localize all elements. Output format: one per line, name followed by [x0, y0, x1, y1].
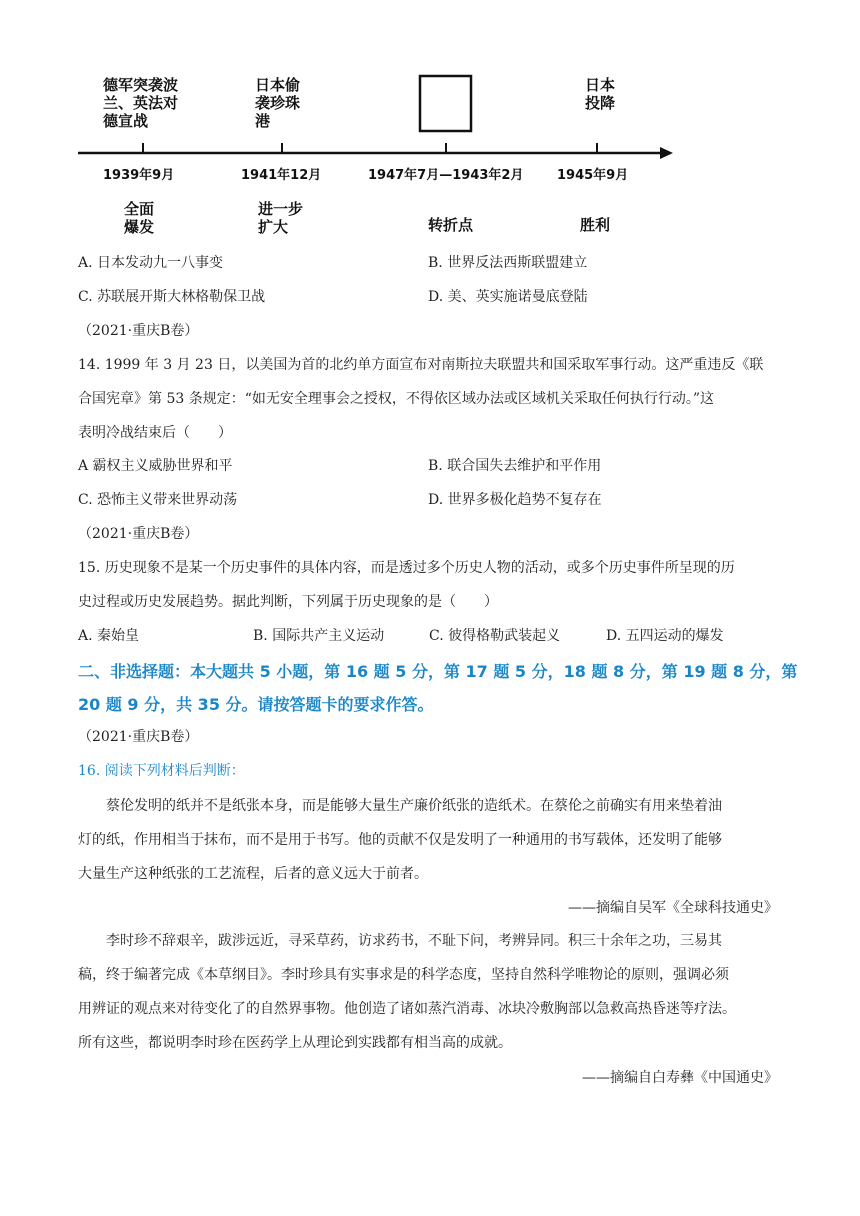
- date-1945: 1945年9月: [557, 168, 629, 183]
- section-heading-line-2: 20 题 9 分，共 35 分。请按答题卡的要求作答。: [78, 695, 434, 714]
- stage-victory: 胜利: [580, 216, 611, 234]
- q14-line-2: 合国宪章》第 53 条规定：“如无安全理事会之授权，不得依区域办法或区域机关采取任何执行行动。”这: [78, 391, 715, 407]
- material-1-line-1: 蔡伦发明的纸并不是纸张本身，而是能够大量生产廉价纸张的造纸术。在蔡伦之前确实有用来垫着油: [106, 798, 722, 814]
- blank-box: [420, 76, 471, 131]
- date-turning: 1947年7月—1943年2月: [368, 168, 524, 183]
- q14-option-c: C. 恐怖主义带来世界动荡: [78, 492, 238, 508]
- stage-turning: 转折点: [428, 216, 474, 234]
- q14-option-d: D. 世界多极化趋势不复存在: [428, 492, 602, 508]
- stage-expand: 进一步 扩大: [258, 200, 304, 236]
- q14-line-3: 表明冷战结束后（ ）: [78, 425, 232, 441]
- event-1945: 日本 投降: [585, 76, 616, 112]
- q13-option-c: C. 苏联展开斯大林格勒保卫战: [78, 289, 266, 305]
- timeline-figure: [0, 0, 860, 250]
- material-2-line-4: 所有这些，都说明李时珍在医药学上从理论到实践都有相当高的成就。: [78, 1035, 512, 1051]
- q14-option-a: A 霸权主义威胁世界和平: [78, 458, 233, 474]
- source-label-2: （2021·重庆B卷）: [78, 526, 199, 542]
- material-2-line-2: 稿，终于编著完成《本草纲目》。李时珍具有实事求是的科学态度，坚持自然科学唯物论的原则，强调必须: [78, 967, 729, 983]
- source-label-1: （2021·重庆B卷）: [78, 323, 199, 339]
- event-1941: 日本偷 袭珍珠 港: [255, 76, 301, 130]
- q13-option-a: A. 日本发动九一八事变: [78, 255, 224, 271]
- q14-option-b: B. 联合国失去维护和平作用: [428, 458, 602, 474]
- source-label-3: （2021·重庆B卷）: [78, 729, 199, 745]
- q14-line-1: 14. 1999 年 3 月 23 日，以美国为首的北约单方面宣布对南斯拉夫联盟共和国采取军事行动。这严重违反《联: [78, 357, 764, 373]
- q15-option-d: D. 五四运动的爆发: [606, 628, 724, 644]
- material-2-line-3: 用辨证的观点来对待变化了的自然界事物。他创造了诸如蒸汽消毒、冰块冷敷胸部以急救高热昏迷等疗法。: [78, 1001, 736, 1017]
- date-1941: 1941年12月: [241, 168, 322, 183]
- q13-option-b: B. 世界反法西斯联盟建立: [428, 255, 588, 271]
- date-1939: 1939年9月: [103, 168, 175, 183]
- section-heading-line-1: 二、非选择题：本大题共 5 小题，第 16 题 5 分，第 17 题 5 分，18 题 8 分，第 19 题 8 分，第: [78, 662, 798, 681]
- stage-outbreak: 全面 爆发: [124, 200, 155, 236]
- q15-option-b: B. 国际共产主义运动: [253, 628, 385, 644]
- event-1939: 德军突袭波 兰、英法对 德宣战: [103, 76, 179, 130]
- material-1-line-3: 大量生产这种纸张的工艺流程，后者的意义远大于前者。: [78, 866, 428, 882]
- q16-title: 16. 阅读下列材料后判断：: [78, 763, 245, 779]
- arrow-head-icon: [660, 147, 673, 159]
- q15-line-1: 15. 历史现象不是某一个历史事件的具体内容，而是透过多个历史人物的活动，或多个历史事件所呈现的历: [78, 560, 735, 576]
- material-1-line-2: 灯的纸，作用相当于抹布，而不是用于书写。他的贡献不仅是发明了一种通用的书写载体，还发明了能够: [78, 832, 722, 848]
- q15-option-a: A. 秦始皇: [78, 628, 140, 644]
- material-2-source: ——摘编自白寿彝《中国通史》: [582, 1070, 778, 1086]
- material-2-line-1: 李时珍不辞艰辛，跋涉远近，寻采草药，访求药书，不耻下问，考辨异同。积三十余年之功，三易其: [106, 933, 722, 949]
- material-1-source: ——摘编自吴军《全球科技通史》: [568, 900, 778, 916]
- q15-option-c: C. 彼得格勒武装起义: [429, 628, 561, 644]
- q13-option-d: D. 美、英实施诺曼底登陆: [428, 289, 588, 305]
- q15-line-2: 史过程或历史发展趋势。据此判断，下列属于历史现象的是（ ）: [78, 594, 498, 610]
